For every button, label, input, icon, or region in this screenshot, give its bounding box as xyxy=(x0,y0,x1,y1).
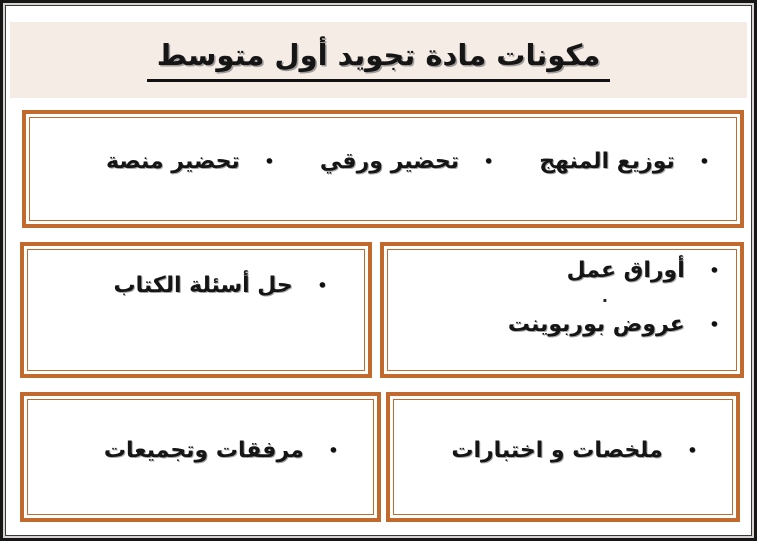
box-summaries-tests xyxy=(386,392,740,522)
list-item-worksheets xyxy=(567,254,720,288)
separator-dot: . xyxy=(601,287,608,306)
page-title: مكونات مادة تجويد أول متوسط xyxy=(147,38,610,82)
box-book-questions xyxy=(20,242,372,378)
item-label: أوراق عمل xyxy=(566,258,685,283)
list-item-curriculum-distribution xyxy=(539,145,710,179)
bullet-icon: • xyxy=(686,439,698,462)
item-label: تحضير منصة xyxy=(106,149,240,174)
item-label: مرفقات وتجميعات xyxy=(103,438,304,463)
bullet-icon: • xyxy=(483,150,495,173)
list-item-platform-prep xyxy=(106,145,275,179)
item-label: توزيع المنهج xyxy=(539,149,675,174)
list-item-attachments xyxy=(104,434,339,468)
bullet-icon: • xyxy=(263,150,275,173)
bullet-icon: • xyxy=(708,259,720,282)
bullet-icon: • xyxy=(327,439,339,462)
box-worksheets-presentations xyxy=(380,242,744,378)
item-label: عروض بوربوينت xyxy=(507,312,685,337)
list-item-paper-prep xyxy=(320,145,494,179)
list-item-powerpoint xyxy=(508,308,720,342)
list-item-summaries-tests xyxy=(451,434,698,468)
box-curriculum-prep xyxy=(22,110,744,228)
bullet-icon: • xyxy=(316,274,328,297)
item-label: حل أسئلة الكتاب xyxy=(113,273,293,298)
bullet-icon: • xyxy=(698,150,710,173)
box-attachments-collections xyxy=(20,392,381,522)
item-label: ملخصات و اختبارات xyxy=(451,438,663,463)
title-band xyxy=(10,22,747,98)
item-label: تحضير ورقي xyxy=(319,149,460,174)
bullet-icon: • xyxy=(708,313,720,336)
list-item-book-questions xyxy=(114,269,328,303)
